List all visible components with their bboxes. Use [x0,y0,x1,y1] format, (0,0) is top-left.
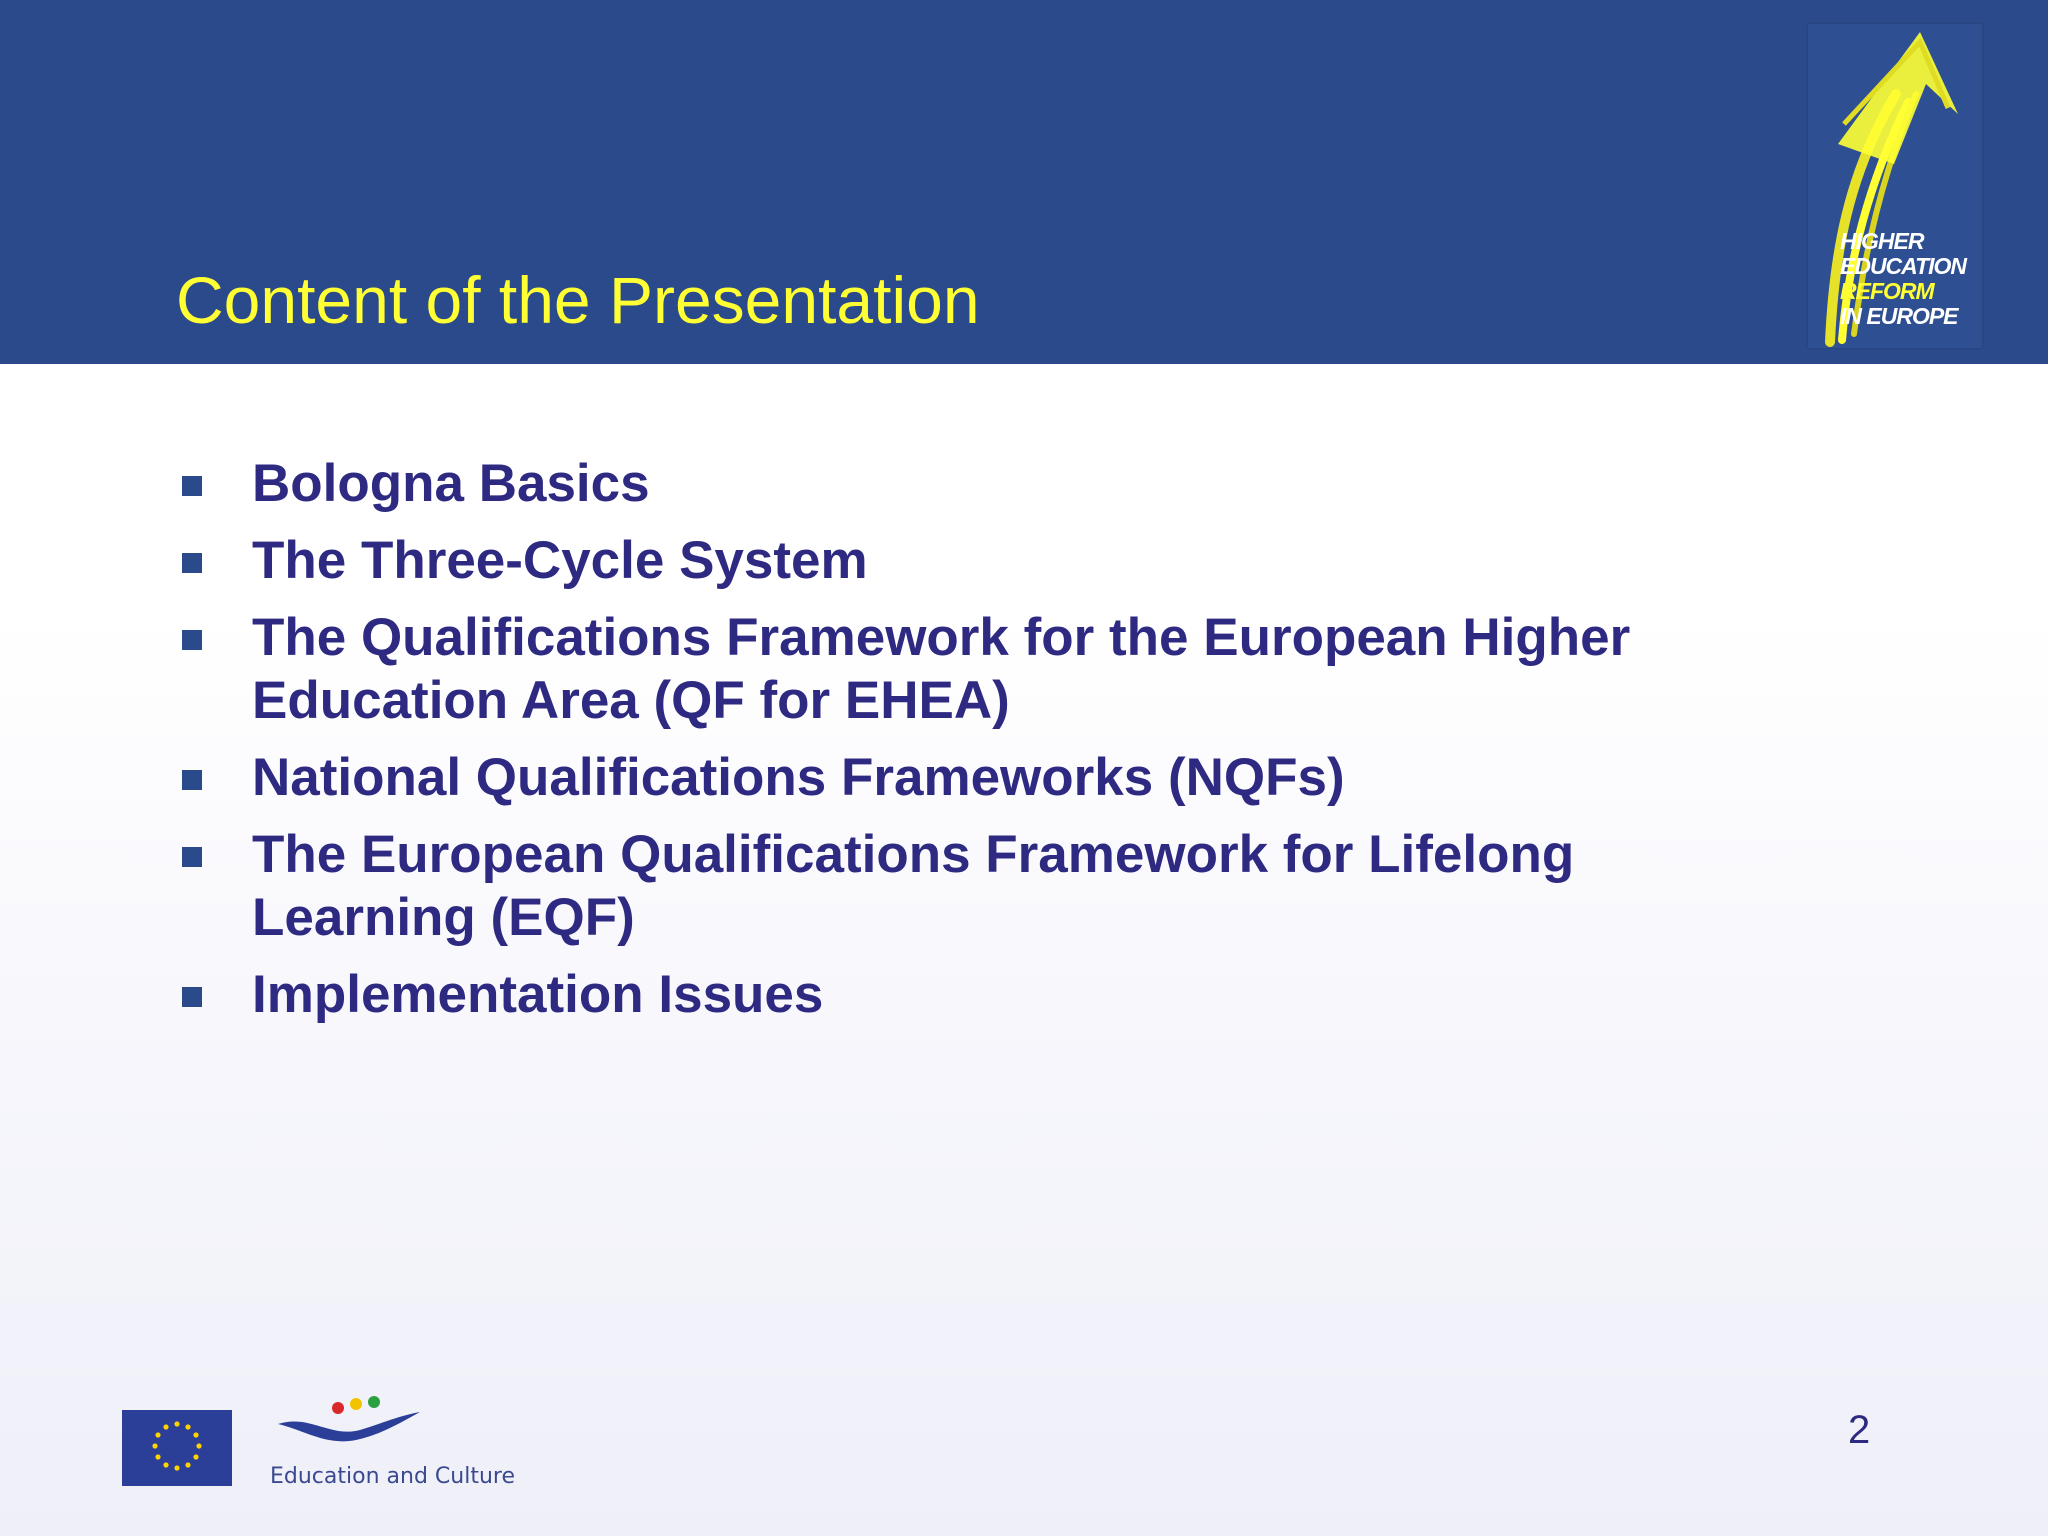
bullet-item [180,529,1780,592]
bullet-text: The Three-Cycle System [252,531,868,590]
bullet-text: Implementation Issues [252,965,824,1024]
higher-education-reform-logo [1808,24,1982,348]
square-bullet-icon [182,476,202,496]
page-number: 2 [1848,1408,1871,1452]
bullet-item [180,823,1780,949]
bullet-item [180,963,1780,1026]
content-bullet-list [180,452,1780,1040]
logo-line-3: REFORM [1840,278,1934,304]
bullet-text: Bologna Basics [252,454,650,513]
education-culture-logo [270,1394,515,1494]
square-bullet-icon [182,553,202,573]
bullet-text: National Qualifications Frameworks (NQFs) [252,748,1345,807]
square-bullet-icon [182,770,202,790]
logo-line-2: EDUCATION [1840,253,1967,279]
logo-line-4: IN EUROPE [1840,303,1958,329]
slide-header [0,0,2048,364]
bullet-item [180,606,1780,732]
bullet-text: The European Qualifications Framework for Lifelong Learning (EQF) [252,825,1575,947]
education-culture-label: Education and Culture [270,1464,515,1489]
bullet-item [180,452,1780,515]
square-bullet-icon [182,847,202,867]
bullet-item [180,746,1780,809]
logo-text [1840,229,1966,329]
eu-flag-icon [122,1410,232,1486]
bullet-text: The Qualifications Framework for the European Higher Education Area (QF for EHEA) [252,608,1631,730]
logo-line-1: HIGHER [1840,228,1924,254]
slide-title: Content of the Presentation [176,263,980,337]
education-culture-logo-icon [270,1394,490,1464]
square-bullet-icon [182,630,202,650]
square-bullet-icon [182,987,202,1007]
